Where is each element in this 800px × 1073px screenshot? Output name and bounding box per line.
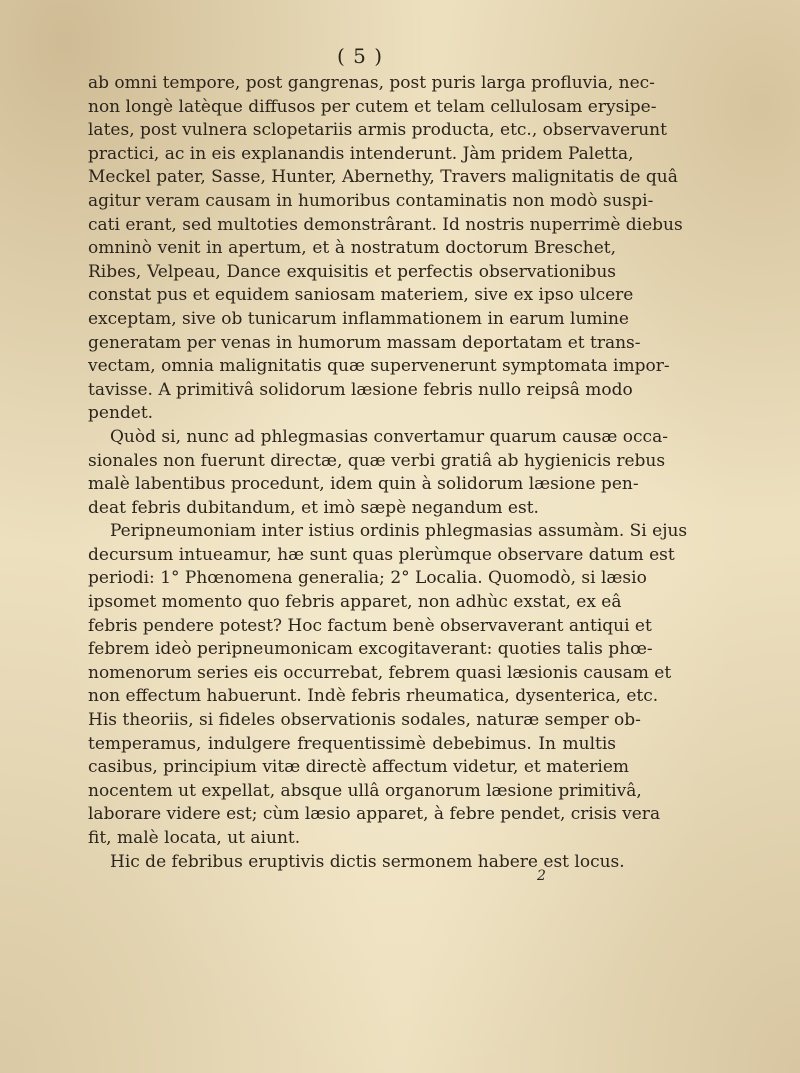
text-line: decursum intueamur, hæ sunt quas plerùmque observare datum est xyxy=(88,544,675,565)
text-line: tavisse. A primitivâ solidorum læsione febris nullo reipsâ modo xyxy=(88,379,633,400)
text-line: Meckel pater, Sasse, Hunter, Abernethy, Travers malignitatis de quâ xyxy=(88,167,678,188)
paragraph-start-line: Hic de febribus eruptivis dictis sermonem habere est locus. xyxy=(110,851,625,872)
text-line: cati erant, sed multoties demonstrârant. Id nostris nuperrimè diebus xyxy=(88,214,683,235)
text-line: temperamus, indulgere frequentissimè debebimus. In multis xyxy=(88,733,616,754)
paragraph-start-line: Quòd si, nunc ad phlegmasias convertamur quarum causæ occa- xyxy=(110,426,668,447)
text-line: omninò venit in apertum, et à nostratum doctorum Breschet, xyxy=(88,238,616,259)
text-line: deat febris dubitandum, et imò sæpè negandum est. xyxy=(88,497,539,518)
text-line: ab omni tempore, post gangrenas, post puris larga profluvia, nec- xyxy=(88,73,655,93)
text-line: agitur veram causam in humoribus contaminatis non modò suspi- xyxy=(88,190,654,211)
page-number: ( 5 ) xyxy=(336,44,384,68)
text-line: Ribes, Velpeau, Dance exquisitis et perfectis observationibus xyxy=(88,261,616,282)
text-line: practici, ac in eis explanandis intenderunt. Jàm pridem Paletta, xyxy=(88,143,634,164)
text-line: fit, malè locata, ut aiunt. xyxy=(88,828,301,848)
text-line: exceptam, sive ob tunicarum inflammationem in earum lumine xyxy=(88,308,629,329)
text-line: nomenorum series eis occurrebat, febrem quasi læsionis causam et xyxy=(88,662,672,683)
text-line: His theoriis, si fideles observationis sodales, naturæ semper ob- xyxy=(88,710,641,731)
text-line: periodi: 1° Phœnomena generalia; 2° Localia. Quomodò, si læsio xyxy=(88,568,647,589)
paragraph-start-line: Peripneumoniam inter istius ordinis phlegmasias assumàm. Si ejus xyxy=(110,521,688,542)
text-line: malè labentibus procedunt, idem quin à solidorum læsione pen- xyxy=(88,474,639,495)
text-line: non effectum habuerunt. Indè febris rheumatica, dysenterica, etc. xyxy=(88,686,659,707)
text-line: febrem ideò peripneumonicam excogitaverant: quoties talis phœ- xyxy=(88,639,653,660)
text-line: febris pendere potest? Hoc factum benè observaverant antiqui et xyxy=(88,615,652,636)
text-line: laborare videre est; cùm læsio apparet, à febre pendet, crisis vera xyxy=(88,804,661,825)
body-text xyxy=(88,72,688,874)
text-line: sionales non fuerunt directæ, quæ verbi gratiâ ab hygienicis rebus xyxy=(88,450,666,471)
text-line: generatam per venas in humorum massam deportatam et trans- xyxy=(88,332,641,353)
text-line: constat pus et equidem saniosam materiem, sive ex ipso ulcere xyxy=(88,285,634,306)
text-line: non longè latèque diffusos per cutem et telam cellulosam erysipe- xyxy=(88,96,657,117)
text-line: lates, post vulnera sclopetariis armis producta, etc., observaverunt xyxy=(88,120,667,141)
text-line: vectam, omnia malignitatis quæ supervenerunt symptomata impor- xyxy=(88,356,670,377)
text-line: nocentem ut expellat, absque ullâ organorum læsione primitivâ, xyxy=(88,780,642,801)
text-line: pendet. xyxy=(88,403,154,424)
text-line: ipsomet momento quo febris apparet, non adhùc exstat, ex eâ xyxy=(88,592,622,613)
signature-mark: 2 xyxy=(537,868,546,884)
text-line: casibus, principium vitæ directè affectum videtur, et materiem xyxy=(88,757,630,778)
